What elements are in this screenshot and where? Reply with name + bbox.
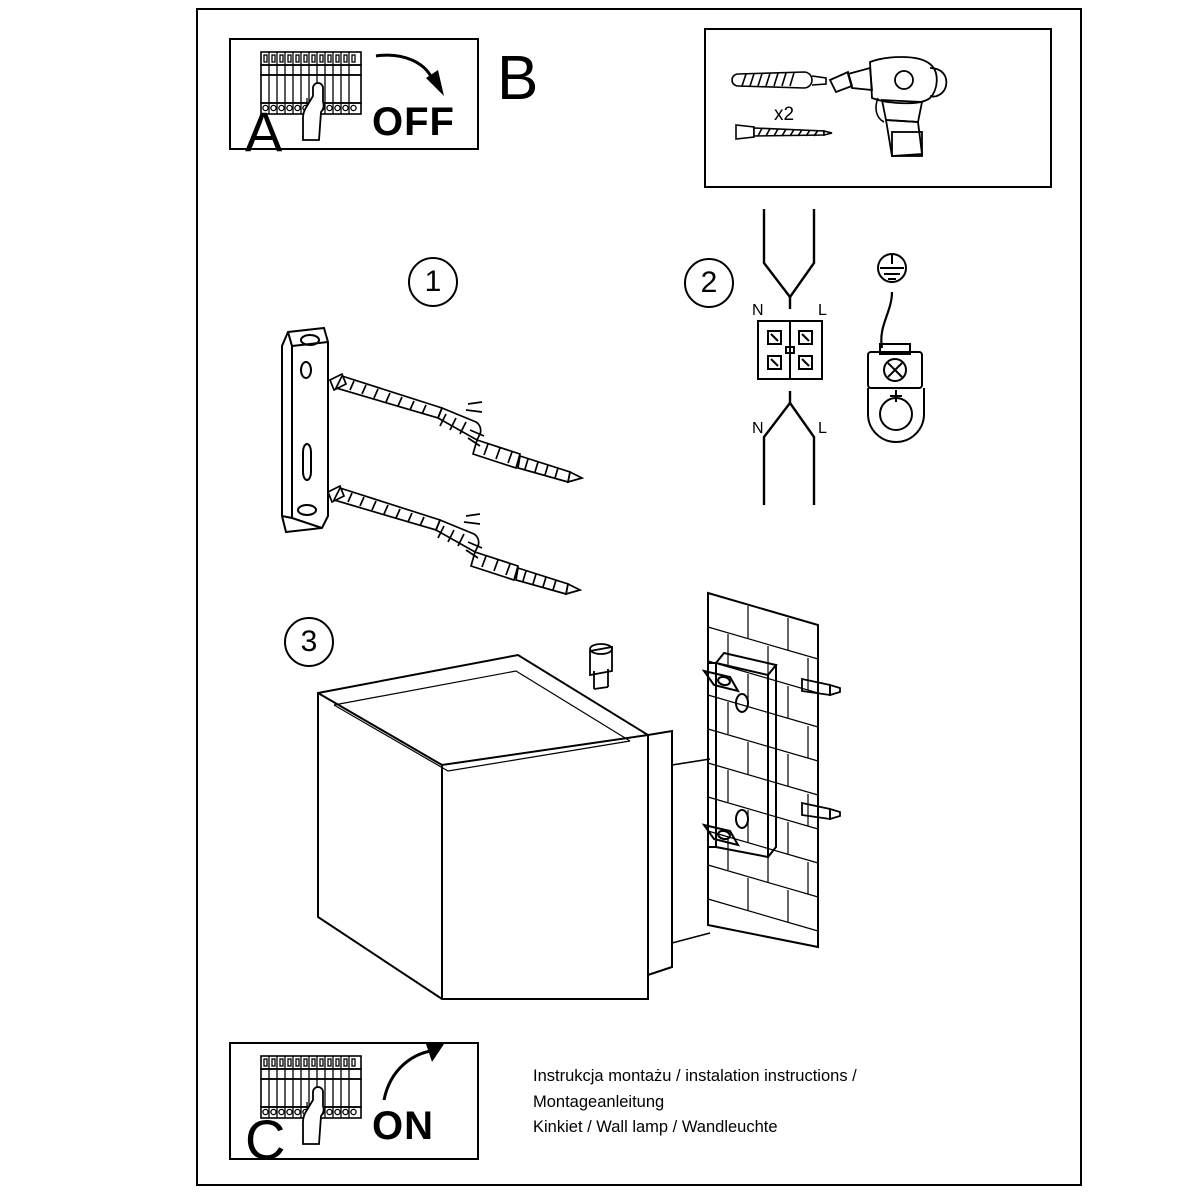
box-b-letter: B xyxy=(497,44,539,113)
box-b-quantity: x2 xyxy=(774,104,795,125)
lamp-connector-icon xyxy=(856,286,966,476)
caption-line-2: Kinkiet / Wall lamp / Wandleuchte xyxy=(533,1118,778,1137)
box-c-letter: C xyxy=(245,1108,286,1171)
fuse-box-switch-off-icon xyxy=(255,44,375,144)
terminal-label-l-top: L xyxy=(818,302,827,319)
box-a-letter: A xyxy=(245,100,283,163)
wall-plug-icon xyxy=(728,62,838,100)
fuse-box-switch-on-icon xyxy=(255,1048,375,1148)
terminal-label-n-top: N xyxy=(752,302,764,319)
box-a-action-label: OFF xyxy=(372,100,455,144)
step-3-badge: 3 xyxy=(284,617,334,667)
screw-icon xyxy=(728,118,838,148)
terminal-label-n-bottom: N xyxy=(752,420,764,437)
arrow-up-icon xyxy=(368,1042,448,1104)
step-1-diagram xyxy=(270,320,670,610)
step-1-badge: 1 xyxy=(408,257,458,307)
caption-block xyxy=(533,1064,973,1141)
power-drill-icon xyxy=(826,42,956,172)
step-3-diagram xyxy=(300,575,860,1035)
terminal-label-l-bottom: L xyxy=(818,420,827,437)
caption-line-1: Instrukcja montażu / instalation instructions / Montageanleitung xyxy=(533,1067,857,1111)
box-c-action-label: ON xyxy=(372,1104,434,1148)
step-2-badge: 2 xyxy=(684,258,734,308)
step-2-terminal-diagram xyxy=(740,205,870,515)
arrow-down-icon xyxy=(372,50,452,106)
